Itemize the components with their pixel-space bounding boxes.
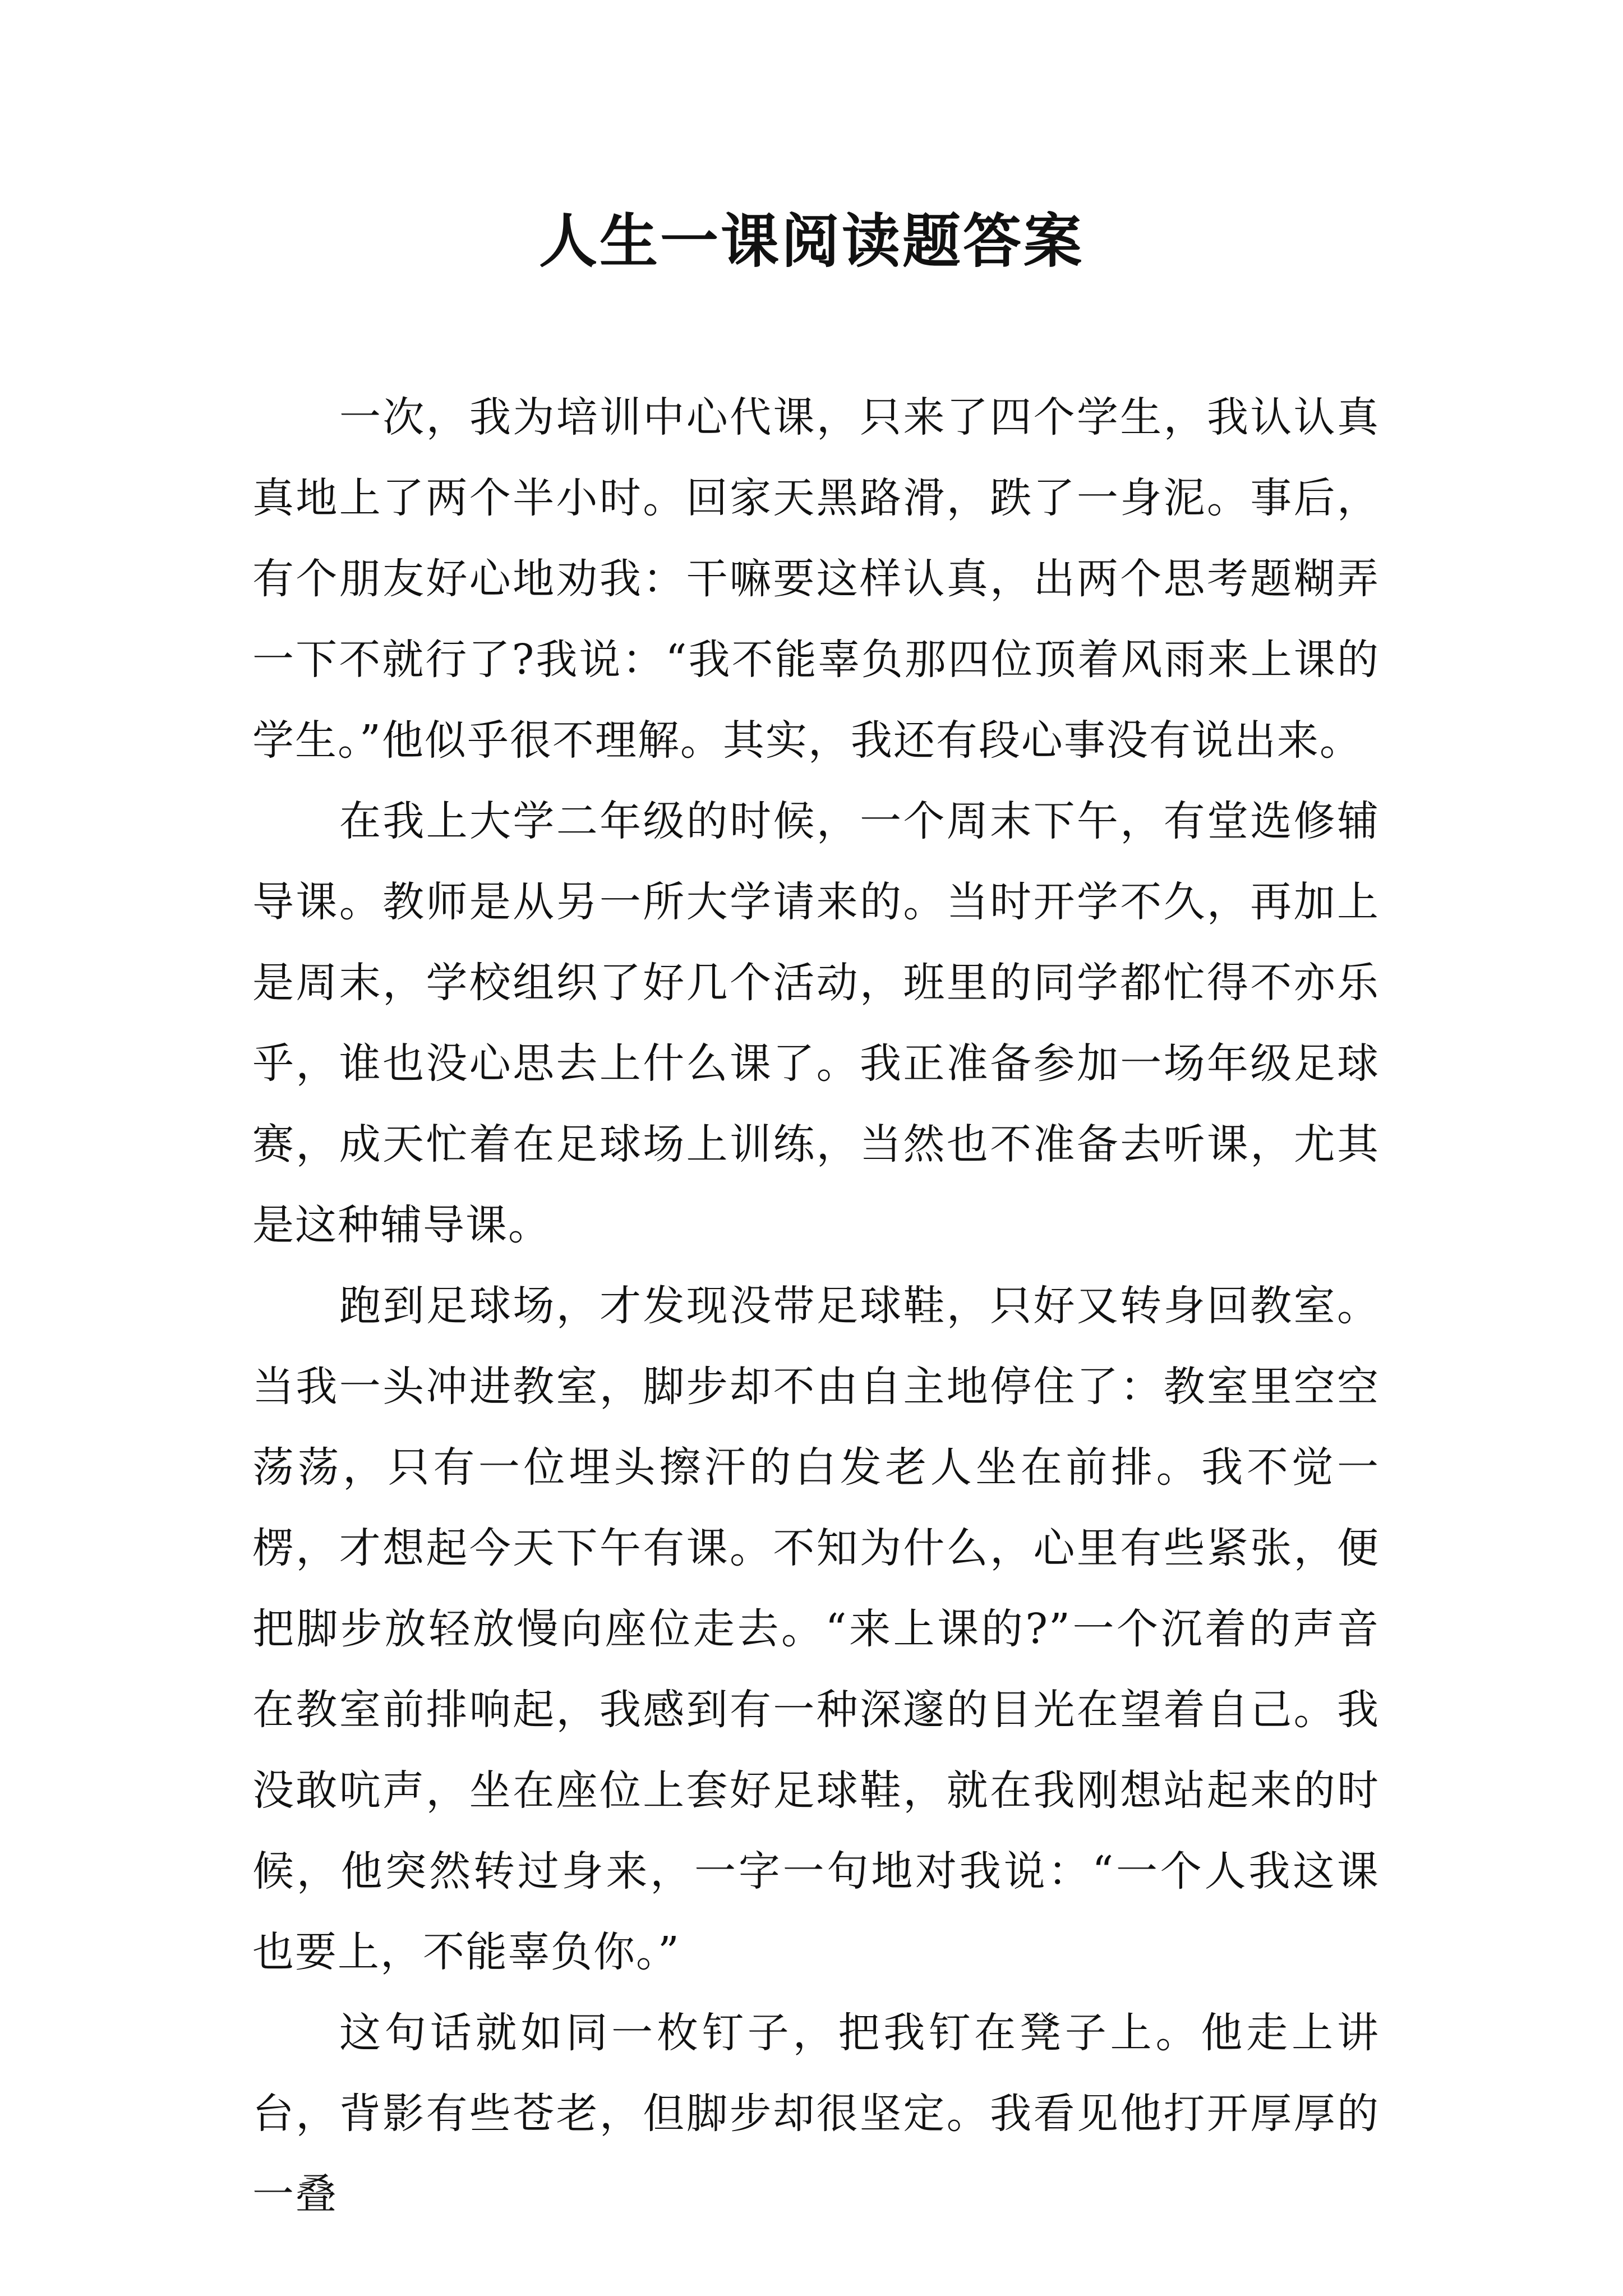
document-body: [252, 377, 1380, 2235]
document-title: 人生一课阅读题答案: [538, 206, 1084, 275]
paragraph-3: 跑到足球场，才发现没带足球鞋，只好又转身回教室。当我一头冲进教室，脚步却不由自主地停住了：教室里空空荡荡，只有一位埋头擦汗的白发老人坐在前排。我不觉一楞，才想起今天下午有课。不知为什么，心里有些紧张，便把脚步放轻放慢向座位走去。“来上课的?”一个沉着的声音在教室前排响起，我感到有一种深邃的目光在望着自己。我没敢吭声，坐在座位上套好足球鞋，就在我刚想站起来的时候，他突然转过身来，一字一句地对我说：“一个人我这课也要上，不能辜负你。”: [252, 1282, 1380, 1976]
paragraph-1: 一次，我为培训中心代课，只来了四个学生，我认认真真地上了两个半小时。回家天黑路滑，跌了一身泥。事后，有个朋友好心地劝我：干嘛要这样认真，出两个思考题糊弄一下不就行了?我说：“我不能辜负那四位顶着风雨来上课的学生。”他似乎很不理解。其实，我还有段心事没有说出来。: [252, 393, 1380, 765]
paragraph-2: 在我上大学二年级的时候，一个周末下午，有堂选修辅导课。教师是从另一所大学请来的。当时开学不久，再加上是周末，学校组织了好几个活动，班里的同学都忙得不亦乐乎，谁也没心思去上什么课了。我正准备参加一场年级足球赛，成天忙着在足球场上训练，当然也不准备去听课，尤其是这种辅导课。: [252, 797, 1380, 1249]
paragraph-4: 这句话就如同一枚钉子，把我钉在凳子上。他走上讲台，背影有些苍老，但脚步却很坚定。我看见他打开厚厚的一叠: [252, 2009, 1380, 2219]
